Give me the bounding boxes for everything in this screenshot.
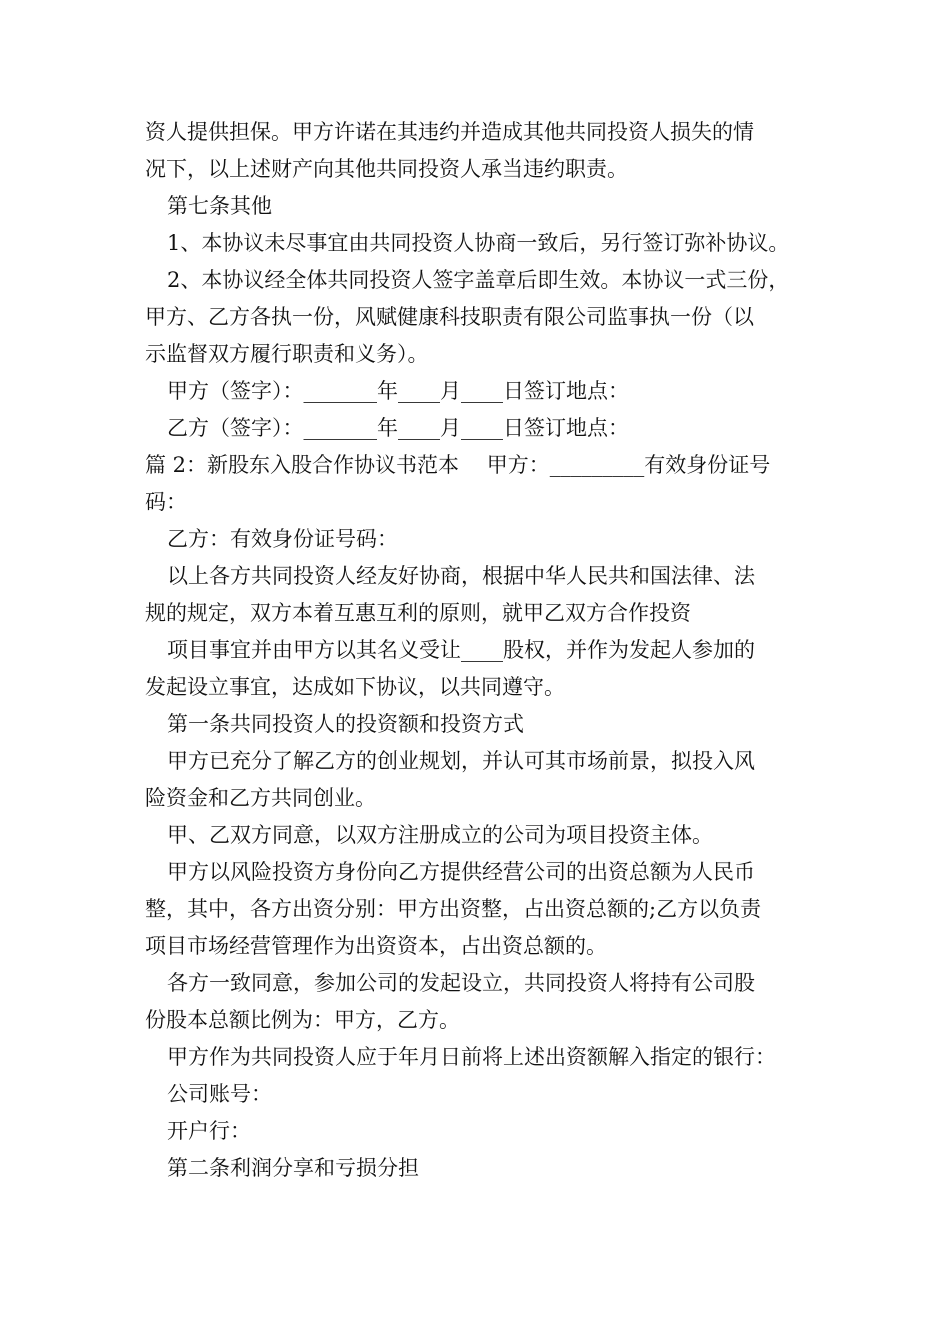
text-line: 甲方（签字）：_______年____月____日签订地点：	[167, 379, 629, 403]
document-body	[145, 114, 810, 1187]
text-line: 第七条其他	[167, 194, 272, 218]
text-line: 第一条共同投资人的投资额和投资方式	[167, 712, 524, 736]
text-line: 项目市场经营管理作为出资资本，占出资总额的。	[145, 934, 607, 958]
text-line: 以上各方共同投资人经友好协商，根据中华人民共和国法律、法	[167, 564, 755, 588]
text-line: 甲方、乙方各执一份，风赋健康科技职责有限公司监事执一份（以	[145, 305, 754, 329]
text-line: 乙方（签字）：_______年____月____日签订地点：	[167, 416, 629, 440]
text-line: 公司账号：	[167, 1082, 272, 1106]
text-line: 项目事宜并由甲方以其名义受让____股权，并作为发起人参加的	[167, 638, 755, 662]
text-line: 开户行：	[167, 1119, 251, 1143]
text-line: 甲方已充分了解乙方的创业规划，并认可其市场前景，拟投入风	[167, 749, 755, 773]
text-line: 甲、乙双方同意，以双方注册成立的公司为项目投资主体。	[167, 823, 713, 847]
text-line: 险资金和乙方共同创业。	[145, 786, 376, 810]
text-line: 资人提供担保。甲方许诺在其违约并造成其他共同投资人损失的情	[145, 120, 754, 144]
text-line: 篇 2：新股东入股合作协议书范本 甲方：_________有效身份证号	[145, 453, 771, 477]
text-line: 甲方以风险投资方身份向乙方提供经营公司的出资总额为人民币	[167, 860, 755, 884]
text-line: 2、本协议经全体共同投资人签字盖章后即生效。本协议一式三份，	[167, 268, 790, 292]
text-line: 第二条利润分享和亏损分担	[167, 1156, 419, 1180]
text-line: 乙方：有效身份证号码：	[167, 527, 398, 551]
text-line: 发起设立事宜，达成如下协议，以共同遵守。	[145, 675, 565, 699]
text-line: 甲方作为共同投资人应于年月日前将上述出资额解入指定的银行：	[167, 1045, 776, 1069]
text-line: 况下，以上述财产向其他共同投资人承当违约职责。	[145, 157, 628, 181]
text-line: 各方一致同意，参加公司的发起设立，共同投资人将持有公司股	[167, 971, 755, 995]
text-line: 1、本协议未尽事宜由共同投资人协商一致后，另行签订弥补协议。	[167, 231, 790, 255]
text-line: 规的规定，双方本着互惠互利的原则，就甲乙双方合作投资	[145, 601, 691, 625]
text-line: 份股本总额比例为：甲方，乙方。	[145, 1008, 460, 1032]
text-line: 示监督双方履行职责和义务）。	[145, 342, 429, 366]
text-line: 码：	[145, 490, 187, 514]
text-line: 整，其中，各方出资分别：甲方出资整，占出资总额的;乙方以负责	[145, 897, 762, 921]
